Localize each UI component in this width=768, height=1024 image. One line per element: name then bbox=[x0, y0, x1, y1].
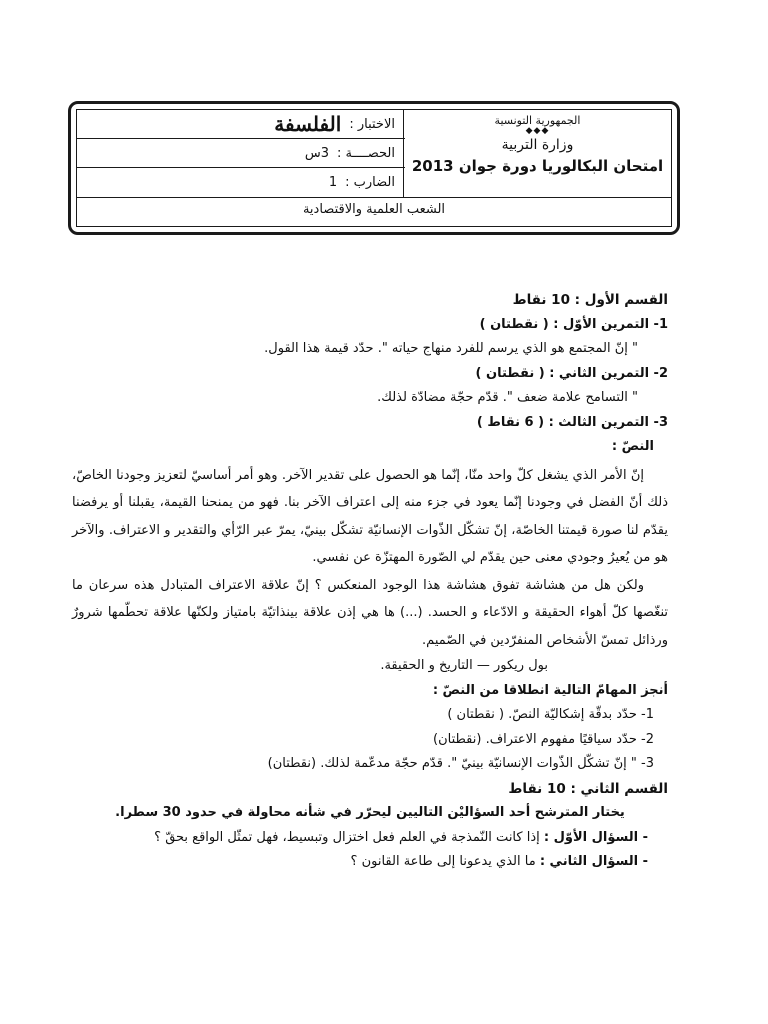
ornament-dots: ◆◆◆ bbox=[525, 126, 550, 136]
task-3: 3- " إنّ تشكّل الذّوات الإنسانيّة بينيّ ". قدّم حجّة مدعّمة لذلك. (نقطتان) bbox=[267, 756, 654, 771]
question-2 bbox=[72, 850, 668, 875]
source-text bbox=[72, 462, 668, 655]
tasks-title: أنجز المهامّ التالية انطلاقا من النصّ : bbox=[432, 682, 668, 698]
exercise2-title: 2- التمرين الثاني : ( نقطتان ) bbox=[475, 365, 668, 381]
coefficient-value: 1 bbox=[328, 175, 338, 190]
task-1: 1- حدّد بدقّة إشكاليّة النصّ. ( نقطتان ) bbox=[447, 707, 654, 722]
question-1-label: - السؤال الأوّل : bbox=[543, 829, 648, 845]
text-source: بول ريكور — التاريخ و الحقيقة. bbox=[380, 658, 548, 673]
header-inner-frame bbox=[76, 109, 672, 227]
text-label: النصّ : bbox=[611, 439, 654, 454]
paragraph-2: ولكن هل من هشاشة تفوق هشاشة هذا الوجود المنعكس ؟ إنّ علاقة الاعتراف المتبادل هذه سرعان ما تنغّصها كلّ أهواء الحقيقة و الادّعاء و الحسد. (...) ها هي إذن علاقة بينذاتيّة بامتياز ولكنّها علاقة تحطّمها شرورٌ ورذائل تمسّ الأشخاص المنفرّدين في الصّميم. bbox=[72, 577, 668, 648]
exam-title: امتحان البكالوريا دورة جوان 2013 bbox=[411, 157, 664, 175]
coefficient-row bbox=[77, 168, 405, 197]
header-box bbox=[68, 101, 680, 235]
section2-instruction: يختار المترشح أحد السؤاليْن التاليين ليحرّر في شأنه محاولة في حدود 30 سطرا. bbox=[115, 805, 625, 820]
paragraph-1: إنّ الأمر الذي يشغل كلّ واحد منّا، إنّما هو الحصول على تقدير الآخر. وهو أمر أساسيّ لتعزيز وجودنا الخاصّ، ذلك أنّ الفضل في وجودنا إنّما يعود في جزء منه إلى اعتراف الآخر بنا. فهو من يمنحنا القيمة، يقبلنا أو يرفضنا يقدّم لنا صورة قيمتنا الخاصّة، إنّ تشكّل الذّوات الإنسانيّة تشكّل بينيّ، يمرّ عبر الرّأي والتقدير و الاعتراف. والآخر هو من يُعيرُ وجودي معنى حين يقدّم لي الصّورة المهتزّة عن نفسي. bbox=[72, 467, 668, 565]
streams-text: الشعب العلمية والاقتصادية bbox=[302, 202, 446, 217]
period-label: الحصــــة : bbox=[337, 145, 395, 161]
header-exam-info bbox=[77, 110, 405, 197]
exam-body bbox=[72, 288, 668, 875]
header-institution bbox=[403, 110, 671, 197]
streams-row bbox=[77, 197, 671, 226]
section2-title: القسم الثاني : 10 نقاط bbox=[508, 780, 668, 797]
test-row bbox=[77, 110, 405, 139]
question-1-text: إذا كانت النّمذجة في العلم فعل اختزال وتبسيط، فهل تمثّل الواقع بحقّ ؟ bbox=[154, 829, 540, 845]
period-value: 3س bbox=[304, 145, 330, 161]
ministry-name: وزارة التربية bbox=[501, 137, 574, 153]
exercise1-text: " إنّ المجتمع هو الذي يرسم للفرد منهاج حياته ". حدّد قيمة هذا القول. bbox=[264, 341, 638, 356]
test-label: الاختبار : bbox=[349, 116, 395, 132]
question-1 bbox=[72, 826, 668, 851]
section1-title: القسم الأول : 10 نقاط bbox=[512, 292, 668, 308]
test-subject: الفلسفة bbox=[274, 112, 342, 136]
question-2-text: ما الذي يدعونا إلى طاعة القانون ؟ bbox=[350, 854, 536, 869]
period-row bbox=[77, 139, 405, 168]
task-2: 2- حدّد سياقيًا مفهوم الاعتراف. (نقطتان) bbox=[433, 731, 654, 747]
exercise3-title: 3- التمرين الثالث : ( 6 نقاط ) bbox=[476, 414, 668, 430]
exercise2-text: " التسامح علامة ضعف ". قدّم حجّة مضادّة لذلك. bbox=[377, 390, 638, 405]
exercise1-title: 1- التمرين الأوّل : ( نقطتان ) bbox=[479, 316, 668, 332]
coefficient-label: الضارب : bbox=[345, 175, 395, 190]
question-2-label: - السؤال الثاني : bbox=[539, 854, 648, 869]
republic-name: الجمهورية التونسية bbox=[494, 114, 581, 127]
